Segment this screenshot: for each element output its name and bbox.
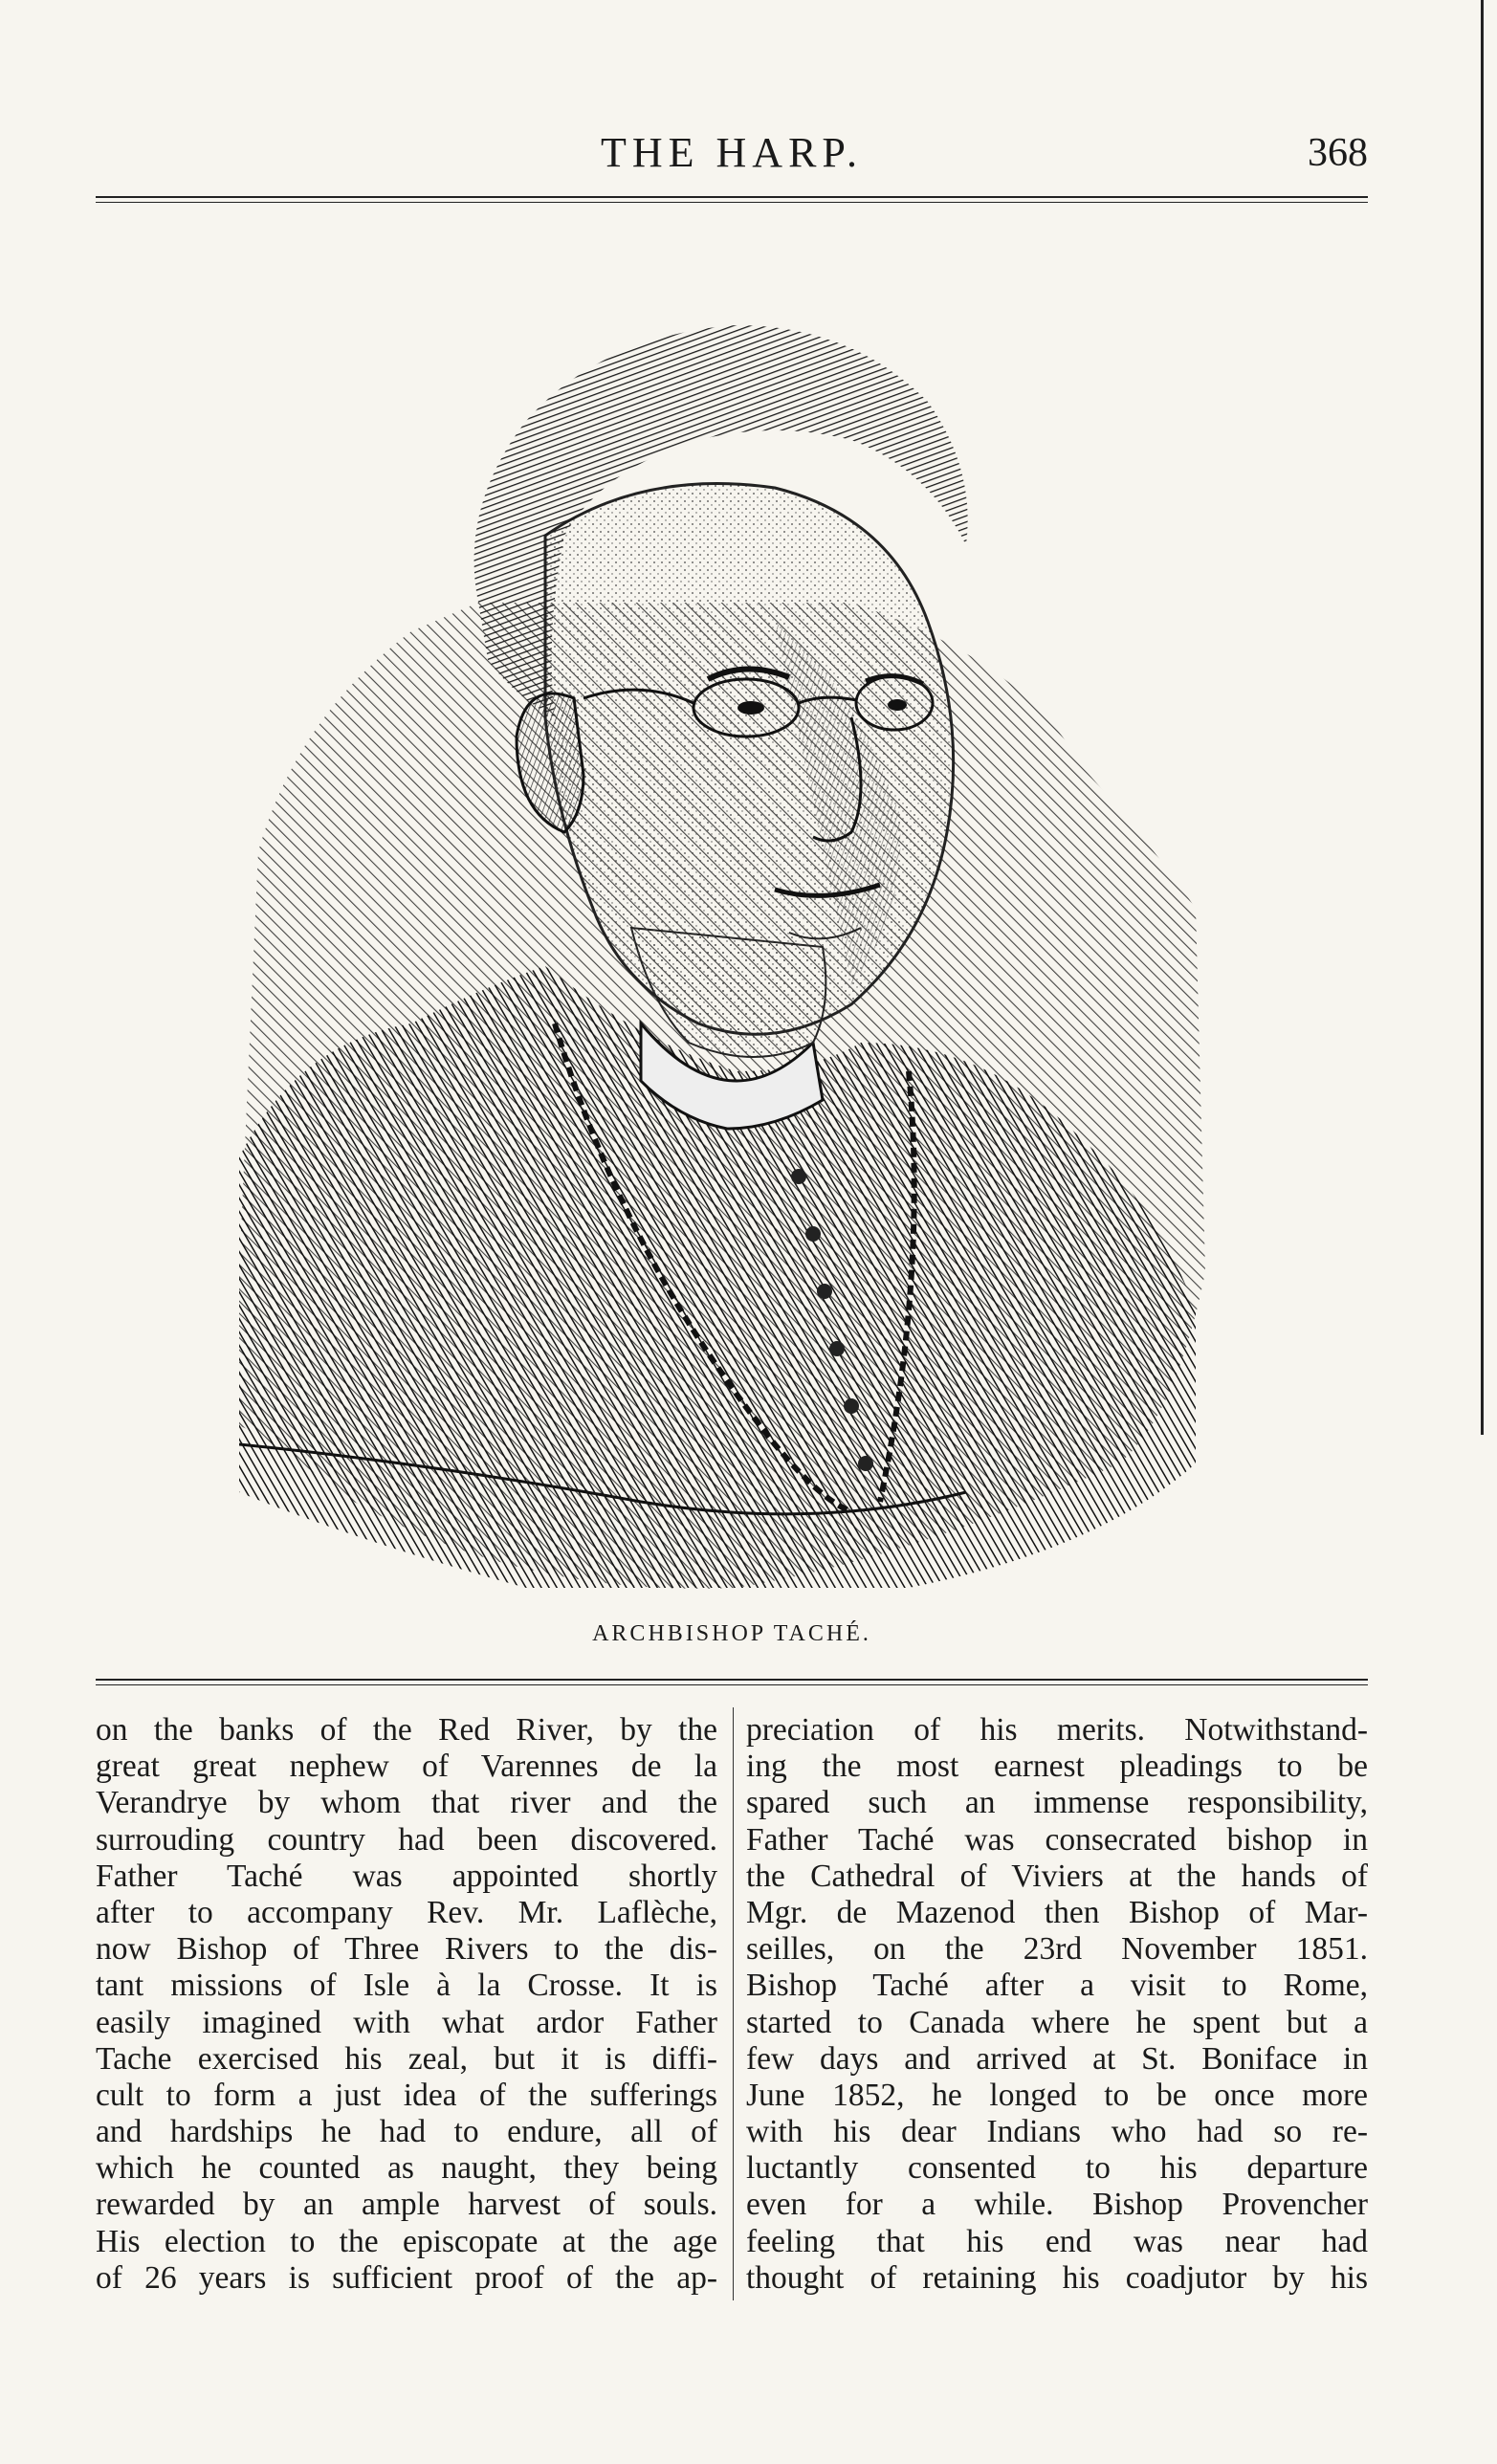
text-line: after to accompany Rev. Mr. Laflèche, <box>96 1894 717 1930</box>
text-line: Father Taché was consecrated bishop in <box>746 1821 1368 1858</box>
text-line: tant missions of Isle à la Crosse. It is <box>96 1968 717 2004</box>
page-number: 368 <box>1308 131 1368 175</box>
text-line: seilles, on the 23rd November 1851. <box>746 1931 1368 1968</box>
text-line: started to Canada where he spent but a <box>746 2004 1368 2040</box>
text-line: Tache exercised his zeal, but it is diffi- <box>96 2040 717 2077</box>
text-line: ing the most earnest pleadings to be <box>746 1749 1368 1785</box>
header-rule <box>96 196 1368 203</box>
text-line: His election to the episcopate at the age <box>96 2223 717 2259</box>
text-line: spared such an immense responsibility, <box>746 1785 1368 1821</box>
text-line: rewarded by an ample harvest of souls. <box>96 2187 717 2223</box>
text-line: feeling that his end was near had <box>746 2223 1368 2259</box>
page-header <box>96 124 1368 182</box>
text-line: Bishop Taché after a visit to Rome, <box>746 1968 1368 2004</box>
text-line: cult to form a just idea of the sufferings <box>96 2077 717 2113</box>
text-line: now Bishop of Three Rivers to the dis- <box>96 1931 717 1968</box>
text-line: and hardships he had to endure, all of <box>96 2114 717 2150</box>
text-line: Father Taché was appointed shortly <box>96 1858 717 1894</box>
text-line: thought of retaining his coadjutor by his <box>746 2259 1368 2296</box>
text-line: Mgr. de Mazenod then Bishop of Mar- <box>746 1894 1368 1930</box>
text-line: which he counted as naught, they being <box>96 2150 717 2187</box>
text-line: the Cathedral of Viviers at the hands of <box>746 1858 1368 1894</box>
text-line: easily imagined with what ardor Father <box>96 2004 717 2040</box>
text-line: surrouding country had been discovered. <box>96 1821 717 1858</box>
text-line: on the banks of the Red River, by the <box>96 1712 717 1748</box>
portrait-engraving <box>239 316 1234 1617</box>
binding-edge-line <box>1481 0 1484 1435</box>
text-line: preciation of his merits. Notwithstand- <box>746 1712 1368 1748</box>
text-line: with his dear Indians who had so re- <box>746 2114 1368 2150</box>
column-divider <box>733 1707 734 2300</box>
right-text-column <box>746 1712 1368 2297</box>
text-line: luctantly consented to his departure <box>746 2150 1368 2187</box>
text-line: few days and arrived at St. Boniface in <box>746 2040 1368 2077</box>
left-text-column <box>96 1712 717 2297</box>
text-line: Verandrye by whom that river and the <box>96 1785 717 1821</box>
text-line: even for a while. Bishop Provencher <box>746 2187 1368 2223</box>
text-line: great great nephew of Varennes de la <box>96 1749 717 1785</box>
caption-rule <box>96 1679 1368 1685</box>
running-title: THE HARP. <box>600 129 864 176</box>
illustration-caption: ARCHBISHOP TACHÉ. <box>592 1621 871 1646</box>
text-line: of 26 years is sufficient proof of the ap- <box>96 2259 717 2296</box>
text-line: June 1852, he longed to be once more <box>746 2077 1368 2113</box>
